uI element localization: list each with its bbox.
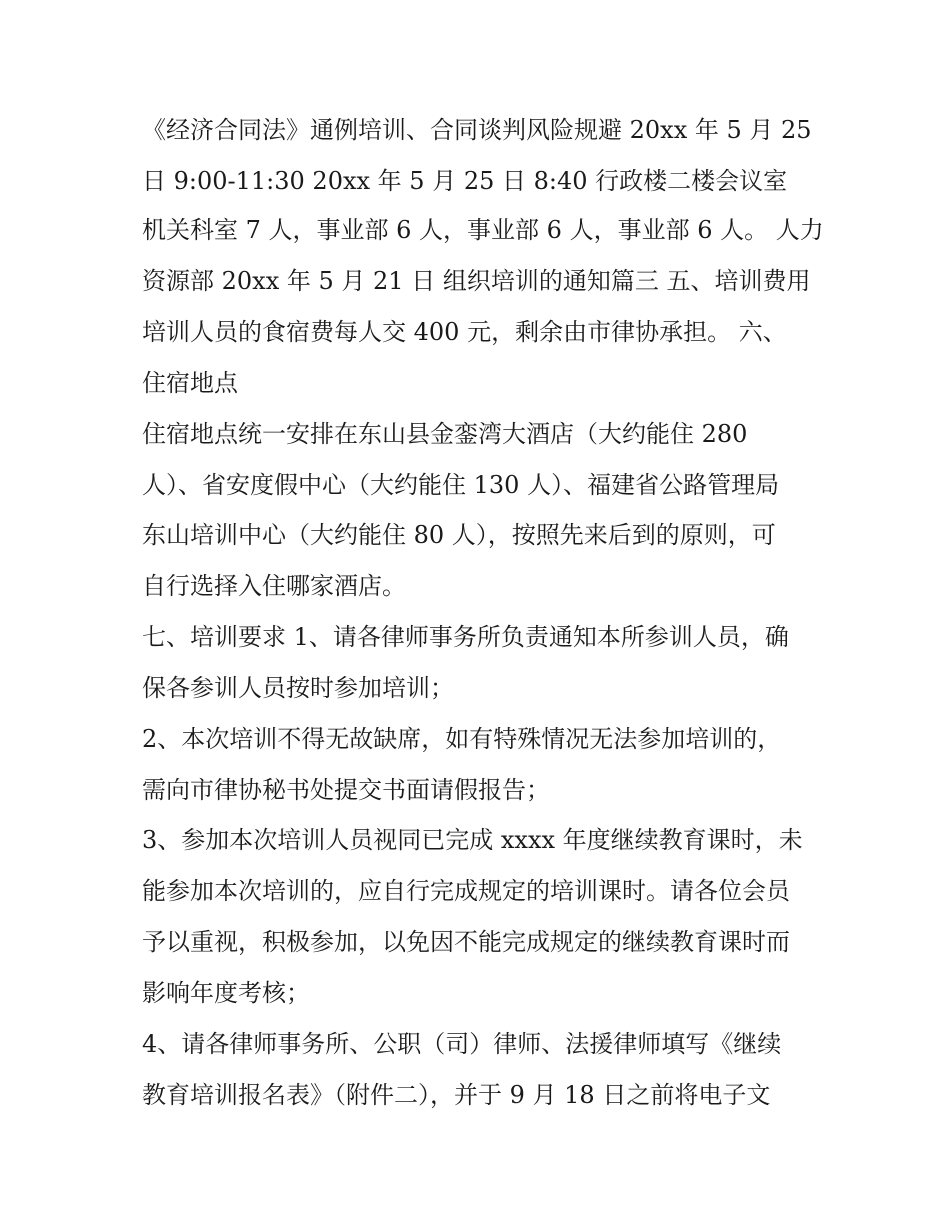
text-line: 人）、省安度假中心（大约能住 130 人）、福建省公路管理局 (142, 471, 780, 499)
text-line: 4、请各律师事务所、公职（司）律师、法援律师填写《继续 (142, 1030, 782, 1058)
text-line: 资源部 20xx 年 5 月 21 日 组织培训的通知篇三 五、培训费用 (142, 267, 811, 295)
text-line: 《经济合同法》通例培训、合同谈判风险规避 20xx 年 5 月 25 (142, 116, 812, 144)
text-line: 2、本次培训不得无故缺席，如有特殊情况无法参加培训的， (142, 725, 782, 753)
text-line: 日 9:00-11:30 20xx 年 5 月 25 日 8:40 行政楼二楼会议室 (142, 167, 788, 195)
text-line: 需向市律协秘书处提交书面请假报告； (142, 776, 550, 804)
text-line: 影响年度考核； (142, 979, 310, 1007)
text-line: 七、培训要求 1、请各律师事务所负责通知本所参训人员，确 (142, 623, 789, 651)
text-line: 住宿地点 (142, 369, 238, 397)
text-line: 自行选择入住哪家酒店。 (142, 572, 406, 600)
text-line: 东山培训中心（大约能住 80 人），按照先来后到的原则，可 (142, 521, 776, 549)
text-line: 保各参训人员按时参加培训； (142, 674, 454, 702)
text-line: 能参加本次培训的，应自行完成规定的培训课时。请各位会员 (142, 877, 790, 905)
text-line: 机关科室 7 人，事业部 6 人，事业部 6 人，事业部 6 人。 人力 (142, 216, 824, 244)
text-line: 住宿地点统一安排在东山县金銮湾大酒店（大约能住 280 (142, 420, 748, 448)
text-line: 教育培训报名表》（附件二），并于 9 月 18 日之前将电子文 (142, 1081, 771, 1109)
text-line: 予以重视，积极参加，以免因不能完成规定的继续教育课时而 (142, 928, 790, 956)
text-line: 培训人员的食宿费每人交 400 元，剩余由市律协承担。 六、 (142, 318, 787, 346)
text-line: 3、参加本次培训人员视同已完成 xxxx 年度继续教育课时，未 (142, 826, 803, 854)
